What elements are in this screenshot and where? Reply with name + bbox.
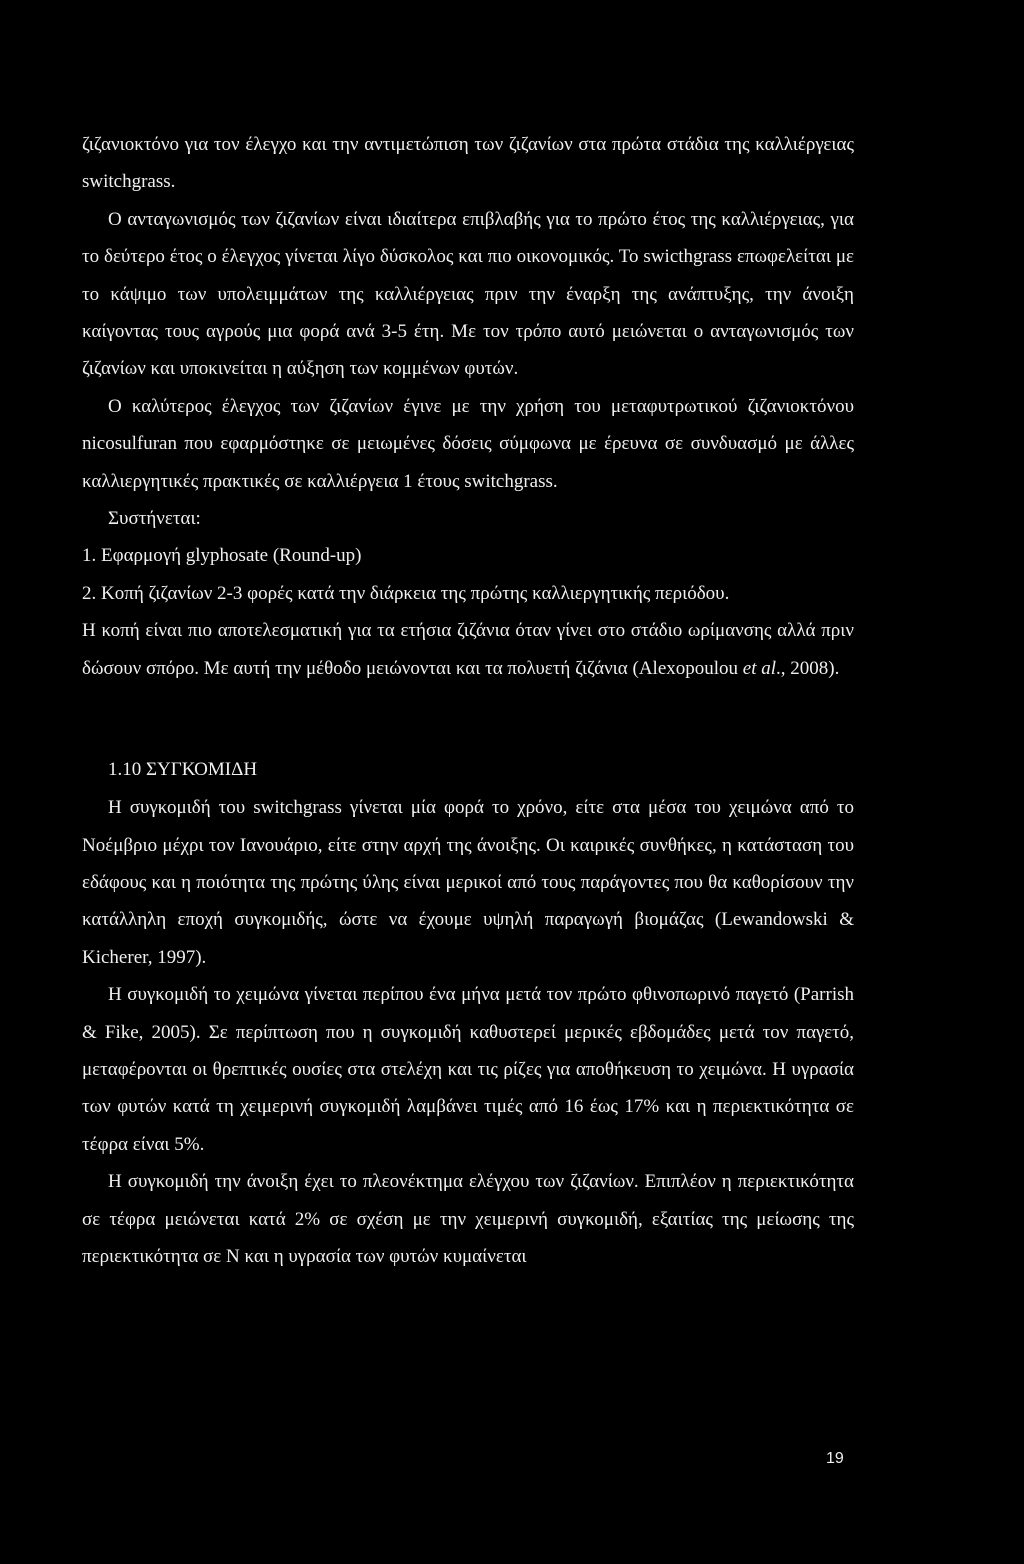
citation-et-al: et al <box>742 657 777 679</box>
page-number: 19 <box>826 1450 844 1467</box>
recommendation-label: Συστήνεται: <box>108 508 201 530</box>
paragraph-spring-harvest: Η συγκομιδή την άνοιξη έχει το πλεονέκτημα ελέγχου των ζιζανίων. Επιπλέον η περιεκτικότητα σε τέφρα μειώνεται κατά 2% σε σχέση με την χειμερινή συγκομιδή, εξαιτίας της μείωσης της περιεκτικότητα σε Ν και η υγρασία των φυτών κυμαίνεται <box>82 1171 854 1267</box>
paragraph-harvest-timing: Η συγκομιδή του switchgrass γίνεται μία φορά το χρόνο, είτε στα μέσα του χειμώνα από το Νοέμβριο μέχρι τον Ιανουάριο, είτε στην αρχή της άνοιξης. Οι καιρικές συνθήκες, η κατάσταση του εδάφους και η ποιότητα της πρώτης ύλης είναι μερικοί από τους παράγοντες που θα καθορίσουν την κατάλληλη εποχή συγκομιδής, ώστε να έχουμε υψηλή παραγωγή βιομάζας (Lewandowski & Kicherer, 1997). <box>82 797 854 968</box>
section-heading-harvest: 1.10 ΣΥΓΚΟΜΙΔΗ <box>108 759 258 781</box>
paragraph-winter-harvest: Η συγκομιδή το χειμώνα γίνεται περίπου ένα μήνα μετά τον πρώτο φθινοπωρινό παγετό (Parrish & Fike, 2005). Σε περίπτωση που η συγκομιδή καθυστερεί μερικές εβδομάδες μετά τον παγετό, μεταφέρονται οι θρεπτικές ουσίες στα στελέχη και τις ρίζες για αποθήκευση το χειμώνα. Η υγρασία των φυτών κατά τη χειμερινή συγκομιδή λαμβάνει τιμές από 16 έως 17% και η περιεκτικότητα σε τέφρα είναι 5%. <box>82 984 854 1155</box>
paragraph-best-control: Ο καλύτερος έλεγχος των ζιζανίων έγινε με την χρήση του μεταφυτρωτικού ζιζανιοκτόνου nicosulfuran που εφαρμόστηκε σε μειωμένες δόσεις σύμφωνα με έρευνα σε συνδυασμό με άλλες καλλιεργητικές πρακτικές σε καλλιέργεια 1 έτους switchgrass. <box>82 395 854 492</box>
paragraph-mowing <box>82 612 854 687</box>
paragraph-herbicide-intro: ζιζανιοκτόνο για τον έλεγχο και την αντιμετώπιση των ζιζανίων στα πρώτα στάδια της καλλιέργειας switchgrass. <box>82 134 854 193</box>
recommendation-item-1: 1. Εφαρμογή glyphosate (Round-up) <box>82 545 362 567</box>
recommendation-item-2: 2. Κοπή ζιζανίων 2-3 φορές κατά την διάρκεια της πρώτης καλλιεργητικής περιόδου. <box>82 582 730 604</box>
paragraph-weed-competition: Ο ανταγωνισμός των ζιζανίων είναι ιδιαίτερα επιβλαβής για το πρώτο έτος της καλλιέργειας, για το δεύτερο έτος ο έλεγχος γίνεται λίγο δύσκολος και πιο οικονομικός. Το swicthgrass επωφελείται με το κάψιμο των υπολειμμάτων της καλλιέργειας πριν την έναρξη της ανάπτυξης, την άνοιξη καίγοντας τους αγρούς μια φορά ανά 3-5 έτη. Με τον τρόπο αυτό μειώνεται ο ανταγωνισμός των ζιζανίων και υποκινείται η αύξηση των κομμένων φυτών. <box>82 208 854 380</box>
section-spacer <box>82 687 854 751</box>
mowing-text: Η κοπή είναι πιο αποτελεσματική για τα ετήσια ζιζάνια όταν γίνει στο στάδιο ωρίμανσης αλλά πριν δώσουν σπόρο. Με αυτή την μέθοδο μειώνονται και τα πολυετή ζιζάνια (Alexopoulou <box>82 620 854 679</box>
citation-year: ., 2008). <box>776 657 840 679</box>
